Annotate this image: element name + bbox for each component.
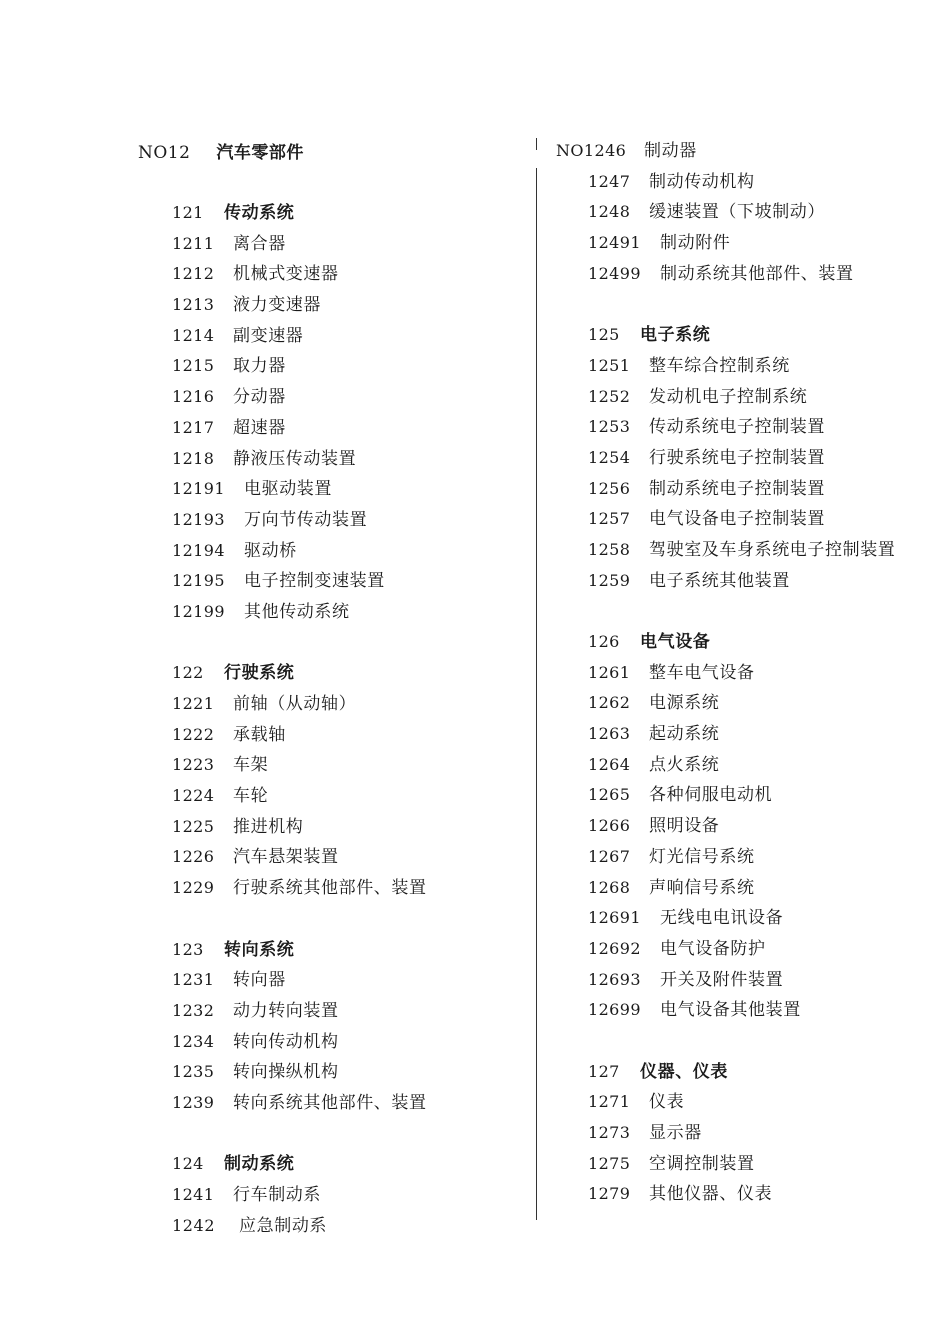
entry-code: 1213: [172, 295, 215, 315]
catalog-entry: [172, 873, 427, 904]
catalog-entry: [588, 842, 895, 873]
entry-code: 1248: [588, 202, 631, 222]
entry-label: 车轮: [233, 786, 269, 807]
catalog-entry: [588, 443, 895, 474]
catalog-entry: [588, 811, 895, 842]
entry-code: 1259: [588, 570, 631, 590]
cutoff-label: 应急制动系: [239, 1216, 328, 1236]
entry-label: 其他仪器、仪表: [649, 1184, 773, 1205]
title-code: NO12: [138, 143, 191, 163]
right-column: [556, 136, 896, 1210]
catalog-entry: [172, 781, 427, 812]
catalog-entry: [172, 229, 427, 260]
entry-label: 行驶系统其他部件、装置: [233, 878, 427, 899]
entry-code: 1267: [588, 846, 631, 866]
entry-label: 各种伺服电动机: [649, 785, 773, 806]
left-column: [172, 198, 427, 1211]
entry-label: 制动传动机构: [649, 171, 755, 192]
catalog-entry: [588, 504, 895, 535]
entry-code: 124: [172, 1154, 204, 1174]
entry-label: 前轴（从动轴）: [233, 694, 357, 714]
catalog-entry: [588, 965, 895, 996]
title-text: 汽车零部件: [216, 143, 304, 163]
entry-code: 12191: [172, 479, 225, 499]
entry-code: 1226: [172, 847, 215, 867]
entry-label: 行驶系统电子控制装置: [649, 447, 825, 468]
entry-code: 1235: [172, 1062, 215, 1082]
entry-code: 12693: [588, 969, 641, 989]
entry-code: 1268: [588, 877, 631, 897]
entry-code: 123: [172, 939, 204, 959]
entry-label: 取力器: [233, 356, 286, 377]
blank-line: [588, 596, 895, 627]
entry-label: 驾驶室及车身系统电子控制装置: [649, 539, 896, 560]
entry-code: 12499: [588, 263, 641, 283]
entry-label: 发动机电子控制系统: [649, 386, 808, 407]
entry-code: 12194: [172, 540, 225, 560]
entry-label: 行驶系统: [224, 663, 295, 684]
entry-label: 仪器、仪表: [640, 1061, 728, 1082]
entry-label: 传动系统: [224, 203, 295, 223]
entry-label: 行车制动系: [233, 1185, 321, 1205]
entry-label: 制动附件: [660, 233, 731, 254]
catalog-entry: [588, 903, 895, 934]
entry-code: 1264: [588, 754, 631, 774]
entry-label: 电子系统: [640, 325, 711, 346]
entry-code: 1251: [588, 355, 631, 375]
entry-code: 1261: [588, 662, 631, 682]
catalog-entry: [588, 750, 895, 781]
entry-code: 1279: [588, 1184, 631, 1204]
entry-code: 1232: [172, 1000, 215, 1020]
section-heading: [588, 1057, 895, 1088]
entry-code: 1214: [172, 325, 215, 345]
entry-label: 整车电气设备: [649, 662, 755, 683]
entry-label: 照明设备: [649, 816, 720, 837]
entry-code: 12691: [588, 908, 641, 928]
entry-label: 机械式变速器: [233, 264, 339, 285]
entry-code: 125: [588, 325, 620, 345]
catalog-entry: [588, 658, 895, 689]
blank-line: [588, 289, 895, 320]
entry-code: NO1246: [556, 141, 627, 160]
document-title: [138, 138, 304, 163]
entry-label: 分动器: [233, 387, 286, 408]
entry-code: 1212: [172, 264, 215, 284]
catalog-entry: [172, 996, 427, 1027]
entry-label: 转向操纵机构: [233, 1062, 339, 1083]
entry-label: 仪表: [649, 1092, 685, 1113]
entry-code: 1241: [172, 1185, 215, 1204]
catalog-entry: [588, 780, 895, 811]
cutoff-entry: [172, 1211, 328, 1236]
catalog-entry: [588, 535, 895, 566]
section-heading: [588, 627, 895, 658]
catalog-entry: [588, 1087, 895, 1118]
entry-label: 电气设备其他装置: [660, 1000, 801, 1021]
entry-label: 电气设备: [640, 632, 711, 652]
catalog-entry: [588, 566, 895, 597]
catalog-entry: [588, 259, 895, 290]
catalog-entry: [172, 812, 427, 843]
entry-code: 1217: [172, 417, 215, 437]
entry-label: 声响信号系统: [649, 877, 755, 898]
entry-code: 1265: [588, 785, 631, 805]
entry-label: 电驱动装置: [244, 479, 332, 500]
blank-line: [588, 1026, 895, 1057]
catalog-entry: [172, 1088, 427, 1119]
entry-code: 1221: [172, 694, 215, 713]
entry-label: 开关及附件装置: [660, 969, 784, 990]
entry-label: 电子系统其他装置: [649, 570, 790, 591]
catalog-entry: [588, 873, 895, 904]
catalog-entry: [172, 290, 427, 321]
entry-code: 1254: [588, 447, 631, 467]
entry-code: 1247: [588, 171, 631, 191]
section-heading: [172, 935, 427, 966]
entry-label: 转向系统: [224, 939, 295, 960]
entry-code: 1231: [172, 970, 215, 990]
entry-label: 承载轴: [233, 724, 286, 745]
blank-line: [172, 628, 427, 659]
entry-label: 静液压传动装置: [233, 448, 357, 469]
section-heading: [588, 320, 895, 351]
entry-code: 1253: [588, 417, 631, 437]
entry-label: 电气设备电子控制装置: [649, 509, 825, 530]
entry-label: 电子控制变速装置: [244, 571, 385, 592]
blank-line: [172, 904, 427, 935]
catalog-entry: [588, 1149, 895, 1180]
cutoff-code: 1242: [172, 1216, 216, 1235]
entry-label: 转向系统其他部件、装置: [233, 1092, 427, 1113]
entry-label: 整车综合控制系统: [649, 355, 790, 376]
catalog-entry: [588, 934, 895, 965]
catalog-entry: [172, 382, 427, 413]
entry-code: 1218: [172, 448, 215, 468]
entry-code: 1252: [588, 386, 631, 406]
entry-code: 127: [588, 1061, 620, 1081]
section-heading: [172, 658, 427, 689]
entry-code: 12692: [588, 938, 641, 958]
entry-code: 122: [172, 663, 204, 683]
entry-code: 1266: [588, 816, 631, 836]
entry-code: 1256: [588, 478, 631, 498]
catalog-entry: [172, 965, 427, 996]
entry-code: 12199: [172, 601, 225, 621]
catalog-entry: [172, 505, 427, 536]
entry-label: 空调控制装置: [649, 1153, 755, 1174]
entry-label: 汽车悬架装置: [233, 847, 339, 868]
entry-code: 12491: [588, 233, 641, 253]
entry-label: 制动器: [644, 141, 697, 161]
blank-line: [172, 1119, 427, 1150]
entry-code: 1263: [588, 724, 631, 744]
catalog-entry: [172, 444, 427, 475]
catalog-entry: [172, 259, 427, 290]
catalog-entry: [588, 1179, 895, 1210]
entry-code: 1258: [588, 539, 631, 559]
entry-label: 超速器: [233, 417, 286, 438]
entry-label: 显示器: [649, 1123, 702, 1143]
catalog-entry: [588, 719, 895, 750]
entry-code: 1229: [172, 878, 215, 898]
entry-code: 1223: [172, 755, 215, 775]
catalog-entry: [172, 566, 427, 597]
entry-label: 制动系统: [224, 1154, 295, 1175]
entry-code: 1222: [172, 724, 215, 744]
catalog-entry: [588, 688, 895, 719]
catalog-entry: [556, 136, 895, 167]
entry-code: 1275: [588, 1153, 631, 1173]
catalog-entry: [588, 1118, 895, 1149]
catalog-entry: [172, 321, 427, 352]
section-heading: [172, 198, 427, 229]
entry-label: 灯光信号系统: [649, 846, 755, 867]
catalog-entry: [172, 1027, 427, 1058]
catalog-entry: [588, 228, 895, 259]
entry-label: 驱动桥: [244, 540, 297, 561]
catalog-entry: [172, 597, 427, 628]
catalog-entry: [172, 720, 427, 751]
entry-code: 1234: [172, 1031, 215, 1051]
entry-code: 1216: [172, 387, 215, 407]
entry-code: 1239: [172, 1092, 215, 1112]
entry-label: 副变速器: [233, 325, 304, 346]
entry-label: 离合器: [233, 233, 286, 254]
entry-label: 其他传动系统: [244, 601, 350, 622]
catalog-entry: [172, 413, 427, 444]
entry-code: 1273: [588, 1123, 631, 1142]
catalog-entry: [172, 1057, 427, 1088]
catalog-entry: [172, 351, 427, 382]
catalog-entry: [588, 167, 895, 198]
entry-label: 转向器: [233, 970, 286, 991]
entry-label: 电源系统: [649, 693, 720, 714]
entry-label: 万向节传动装置: [244, 509, 368, 530]
catalog-entry: [172, 474, 427, 505]
entry-code: 12195: [172, 571, 225, 591]
column-divider: [536, 168, 537, 1220]
catalog-entry: [588, 474, 895, 505]
catalog-entry: [172, 689, 427, 720]
catalog-entry: [588, 351, 895, 382]
entry-label: 转向传动机构: [233, 1031, 339, 1052]
entry-code: 12193: [172, 509, 225, 529]
section-heading: [172, 1149, 427, 1180]
entry-code: 1215: [172, 356, 215, 376]
entry-label: 缓速装置（下坡制动）: [649, 202, 825, 223]
entry-code: 126: [588, 632, 620, 651]
entry-label: 传动系统电子控制装置: [649, 417, 825, 438]
catalog-entry: [588, 197, 895, 228]
catalog-entry: [172, 842, 427, 873]
entry-label: 电气设备防护: [660, 938, 766, 959]
entry-code: 121: [172, 203, 204, 222]
entry-label: 起动系统: [649, 724, 720, 745]
entry-label: 无线电电讯设备: [660, 908, 784, 929]
entry-label: 推进机构: [233, 816, 304, 837]
entry-code: 1257: [588, 509, 631, 529]
entry-label: 车架: [233, 755, 269, 776]
entry-label: 点火系统: [649, 754, 720, 775]
catalog-entry: [172, 750, 427, 781]
catalog-entry: [588, 382, 895, 413]
entry-code: 12699: [588, 1000, 641, 1020]
entry-code: 1224: [172, 786, 215, 806]
entry-code: 1271: [588, 1092, 631, 1112]
catalog-entry: [588, 412, 895, 443]
entry-label: 制动系统电子控制装置: [649, 478, 825, 499]
entry-code: 1225: [172, 816, 215, 836]
entry-code: 1211: [172, 233, 215, 253]
entry-code: 1262: [588, 693, 631, 713]
column-divider-tick: [536, 138, 537, 150]
entry-label: 液力变速器: [233, 295, 321, 316]
entry-label: 制动系统其他部件、装置: [660, 263, 854, 284]
entry-label: 动力转向装置: [233, 1000, 339, 1021]
catalog-entry: [172, 536, 427, 567]
catalog-entry: [588, 995, 895, 1026]
catalog-entry: [172, 1180, 427, 1211]
